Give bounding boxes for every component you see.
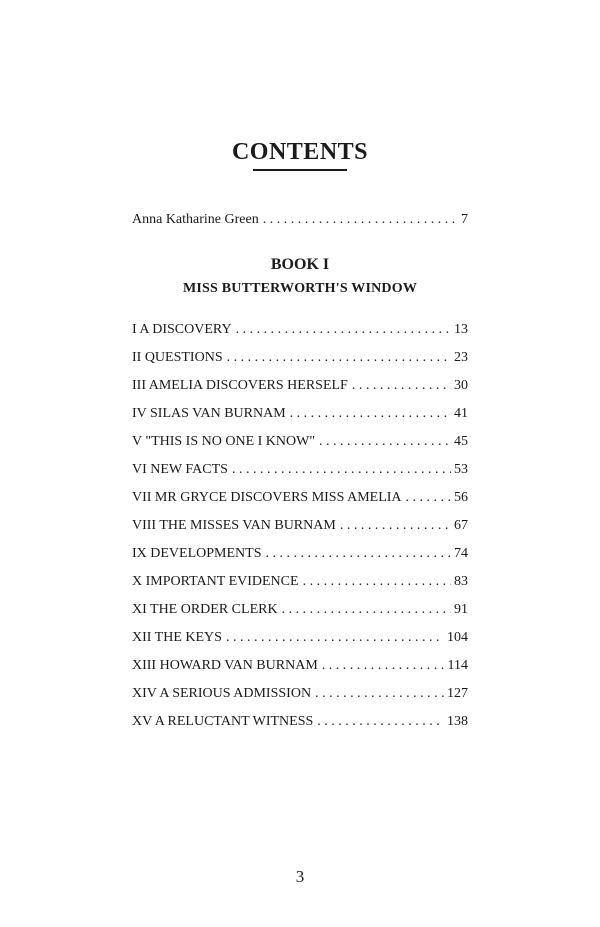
dot-leader — [263, 210, 458, 230]
toc-entry-page: 83 — [454, 574, 468, 589]
dot-leader — [266, 544, 452, 564]
dot-leader — [227, 348, 451, 368]
toc-entry-page: 138 — [447, 714, 468, 729]
toc-entry-page: 45 — [454, 434, 468, 449]
dot-leader — [303, 572, 451, 592]
dot-leader — [232, 460, 451, 480]
toc-chapter-entry[interactable] — [132, 600, 468, 620]
toc-chapter-entry[interactable] — [132, 404, 468, 424]
toc-entry-title: III AMELIA DISCOVERS HERSELF — [132, 378, 348, 393]
toc-chapter-entry[interactable] — [132, 516, 468, 536]
page-title: CONTENTS — [231, 139, 369, 166]
toc-entry-title: Anna Katharine Green — [132, 212, 259, 227]
toc-entry-page: 127 — [447, 686, 468, 701]
toc-chapter-entry[interactable] — [132, 432, 468, 452]
toc-entry-title: VI NEW FACTS — [132, 462, 228, 477]
dot-leader — [290, 404, 451, 424]
toc-chapter-entry[interactable] — [132, 572, 468, 592]
toc-entry-page: 23 — [454, 350, 468, 365]
toc-entry-title: X IMPORTANT EVIDENCE — [132, 574, 299, 589]
toc-entry-page: 91 — [454, 602, 468, 617]
toc-chapter-entry[interactable] — [132, 320, 468, 340]
chapter-list — [0, 320, 600, 740]
toc-chapter-entry[interactable] — [132, 656, 468, 676]
toc-chapter-entry[interactable] — [132, 460, 468, 480]
book-label: BOOK I — [270, 256, 330, 273]
book-subtitle: MISS BUTTERWORTH'S WINDOW — [182, 281, 418, 296]
dot-leader — [226, 628, 444, 648]
toc-chapter-entry[interactable] — [132, 628, 468, 648]
toc-entry-title: V "THIS IS NO ONE I KNOW" — [132, 434, 316, 449]
toc-entry-title: IV SILAS VAN BURNAM — [132, 406, 286, 421]
toc-entry-page: 56 — [454, 490, 468, 505]
toc-entry-title: XV A RELUCTANT WITNESS — [132, 714, 314, 729]
toc-chapter-entry[interactable] — [132, 544, 468, 564]
toc-chapter-entry[interactable] — [132, 488, 468, 508]
dot-leader — [406, 488, 451, 508]
toc-chapter-entry[interactable] — [132, 376, 468, 396]
dot-leader — [317, 712, 444, 732]
toc-entry-title: VIII THE MISSES VAN BURNAM — [132, 518, 336, 533]
page-number: 3 — [295, 867, 305, 886]
toc-intro-entry[interactable] — [132, 210, 468, 230]
dot-leader — [322, 656, 445, 676]
toc-entry-title: VII MR GRYCE DISCOVERS MISS AMELIA — [132, 490, 402, 505]
toc-entry-title: I A DISCOVERY — [132, 322, 232, 337]
toc-entry-title: XII THE KEYS — [132, 630, 222, 645]
toc-chapter-entry[interactable] — [132, 684, 468, 704]
toc-entry-page: 67 — [454, 518, 468, 533]
toc-entry-page: 30 — [454, 378, 468, 393]
toc-entry-page: 104 — [447, 630, 468, 645]
toc-entry-page: 114 — [447, 658, 468, 673]
title-rule — [253, 169, 347, 171]
dot-leader — [319, 432, 451, 452]
dot-leader — [340, 516, 451, 536]
toc-entry-title: XI THE ORDER CLERK — [132, 602, 278, 617]
toc-chapter-entry[interactable] — [132, 348, 468, 368]
dot-leader — [236, 320, 451, 340]
toc-entry-page: 7 — [461, 212, 468, 227]
toc-entry-page: 53 — [454, 462, 468, 477]
toc-entry-title: IX DEVELOPMENTS — [132, 546, 262, 561]
dot-leader — [315, 684, 444, 704]
toc-entry-page: 13 — [454, 322, 468, 337]
toc-entry-page: 41 — [454, 406, 468, 421]
toc-entry-title: II QUESTIONS — [132, 350, 223, 365]
toc-chapter-entry[interactable] — [132, 712, 468, 732]
toc-entry-title: XIII HOWARD VAN BURNAM — [132, 658, 318, 673]
dot-leader — [282, 600, 451, 620]
toc-entry-page: 74 — [454, 546, 468, 561]
toc-entry-title: XIV A SERIOUS ADMISSION — [132, 686, 312, 701]
dot-leader — [352, 376, 451, 396]
